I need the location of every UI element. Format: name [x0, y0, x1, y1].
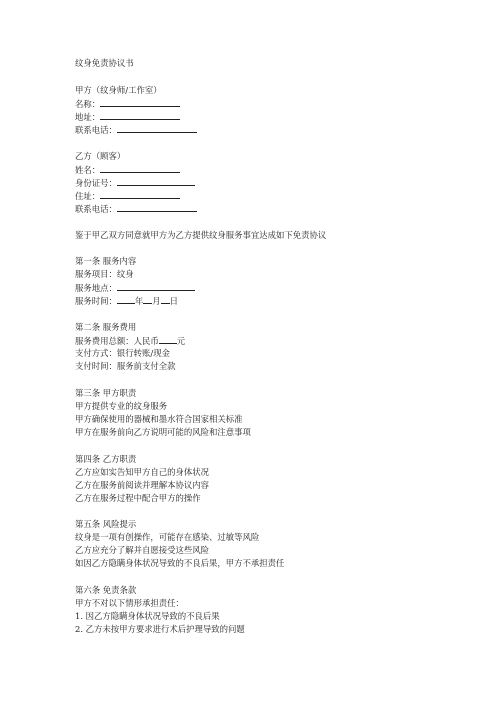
article1-time-line: [75, 295, 178, 307]
party-a-name-label: 名称：: [75, 99, 101, 109]
party-b-name-label: 姓名：: [75, 165, 101, 175]
article5-item: 纹身是一项有创操作，可能存在感染、过敏等风险: [75, 532, 260, 542]
party-b-id-blank: [117, 177, 195, 186]
party-a-heading: 甲方（纹身师/工作室）: [75, 85, 162, 95]
article3-item: 甲方提供专业的纹身服务: [75, 401, 168, 411]
party-b-phone-label: 联系电话：: [75, 204, 117, 214]
day-blank: [161, 295, 170, 304]
article3-item: 甲方在服务前向乙方说明可能的风险和注意事项: [75, 427, 251, 437]
party-a-address-line: [75, 111, 180, 123]
day-label: 日: [169, 296, 178, 306]
party-a-address-label: 地址：: [75, 112, 101, 122]
party-b-phone-blank: [117, 203, 197, 212]
fee-total-blank: [159, 335, 177, 344]
document-title: 纹身免责协议书: [75, 58, 134, 68]
article4-item: 乙方应如实告知甲方自己的身体状况: [75, 467, 209, 477]
article2-timing: 支付时间：服务前支付全款: [75, 361, 176, 371]
article2-total-line: [75, 335, 185, 347]
party-a-name-blank: [100, 98, 180, 107]
party-b-id-label: 身份证号：: [75, 178, 117, 188]
party-b-heading: 乙方（顾客）: [75, 151, 126, 161]
article6-item: 1. 因乙方隐瞒身体状况导致的不良后果: [75, 611, 220, 621]
party-a-phone-line: [75, 124, 197, 136]
article6-intro: 甲方不对以下情形承担责任：: [75, 598, 184, 608]
party-a-phone-blank: [117, 124, 197, 133]
article4-item: 乙方在服务过程中配合甲方的操作: [75, 493, 201, 503]
party-a-address-blank: [100, 111, 180, 120]
party-b-address-line: [75, 190, 180, 202]
article3-heading: 第三条 甲方职责: [75, 388, 137, 398]
article2-heading: 第二条 服务费用: [75, 322, 137, 332]
article5-item: 如因乙方隐瞒身体状况导致的不良后果，甲方不承担责任: [75, 558, 285, 568]
service-location-label: 服务地点：: [75, 283, 117, 293]
party-b-name-line: [75, 164, 180, 176]
party-b-id-line: [75, 177, 195, 189]
party-b-address-label: 住址：: [75, 191, 101, 201]
fee-total-label: 服务费用总额：人民币: [75, 336, 159, 346]
party-a-phone-label: 联系电话：: [75, 125, 117, 135]
fee-unit: 元: [176, 336, 186, 346]
article1-item: 服务项目：纹身: [75, 269, 134, 279]
year-blank: [117, 295, 135, 304]
article1-location-line: [75, 282, 195, 294]
month-label: 月: [152, 296, 161, 306]
service-location-blank: [117, 282, 195, 291]
article5-item: 乙方应充分了解并自愿接受这些风险: [75, 545, 209, 555]
month-blank: [143, 295, 152, 304]
year-label: 年: [134, 296, 144, 306]
article3-item: 甲方确保使用的器械和墨水符合国家相关标准: [75, 414, 243, 424]
preamble: 鉴于甲乙双方同意就甲方为乙方提供纹身服务事宜达成如下免责协议: [75, 230, 327, 240]
article4-heading: 第四条 乙方职责: [75, 454, 137, 464]
article5-heading: 第五条 风险提示: [75, 519, 137, 529]
article4-item: 乙方在服务前阅读并理解本协议内容: [75, 480, 209, 490]
party-b-phone-line: [75, 203, 197, 215]
party-b-name-blank: [100, 164, 180, 173]
service-time-label: 服务时间：: [75, 296, 117, 306]
party-b-address-blank: [100, 190, 180, 199]
article6-heading: 第六条 免责条款: [75, 585, 137, 595]
party-a-name-line: [75, 98, 180, 110]
article1-heading: 第一条 服务内容: [75, 256, 137, 266]
article6-item: 2. 乙方未按甲方要求进行术后护理导致的问题: [75, 624, 245, 634]
article2-method: 支付方式：银行转账/现金: [75, 348, 170, 358]
